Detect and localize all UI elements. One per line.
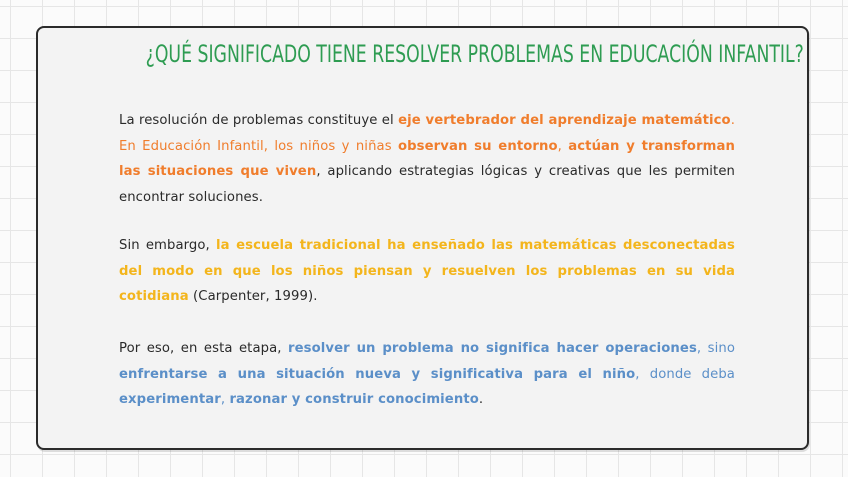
paragraph-text: Sin embargo, <box>119 238 216 253</box>
page-title: ¿QUÉ SIGNIFICADO TIENE RESOLVER PROBLEMAS EN EDUCACIÓN INFANTIL? <box>145 40 804 68</box>
paragraph-text: , <box>557 138 569 154</box>
paragraph-text: , donde deba <box>635 366 735 382</box>
highlight-observan-entorno: observan su entorno <box>397 138 558 154</box>
paragraph-text: . <box>478 392 484 407</box>
paragraph-problem-solving <box>119 108 735 210</box>
highlight-resolver-problema: resolver un problema no significa hacer operaciones <box>288 341 697 356</box>
content-card <box>36 26 809 450</box>
paragraph-text: , <box>220 392 230 407</box>
paragraph-traditional-school <box>119 233 735 310</box>
highlight-situacion-nueva: enfrentarse a una situación nueva y significativa para el niño <box>119 366 636 382</box>
citation: (Carpenter, 1999). <box>188 289 318 304</box>
paragraph-this-stage <box>119 336 735 413</box>
paragraph-text: , aplicando estrategias lógicas y creativas que les permiten encontrar soluciones. <box>119 164 735 205</box>
paragraph-text: , sino <box>696 341 735 356</box>
highlight-razonar-construir: razonar y construir conocimiento <box>229 392 479 407</box>
highlight-experimentar: experimentar <box>119 392 221 407</box>
highlight-eje-vertebrador: eje vertebrador del aprendizaje matemático <box>398 113 731 128</box>
paragraph-text: . En Educación Infantil, los niños y niñas <box>119 113 736 154</box>
paragraph-text: Por eso, en esta etapa, <box>119 341 289 356</box>
highlight-escuela-tradicional: la escuela tradicional ha enseñado las matemáticas desconectadas del modo en que los niños piensan y resuelven los problemas en su vida cotidiana <box>119 238 735 304</box>
paragraph-text: La resolución de problemas constituye el <box>119 113 399 128</box>
highlight-actuan-transforman: actúan y transforman las situaciones que viven <box>119 138 736 179</box>
